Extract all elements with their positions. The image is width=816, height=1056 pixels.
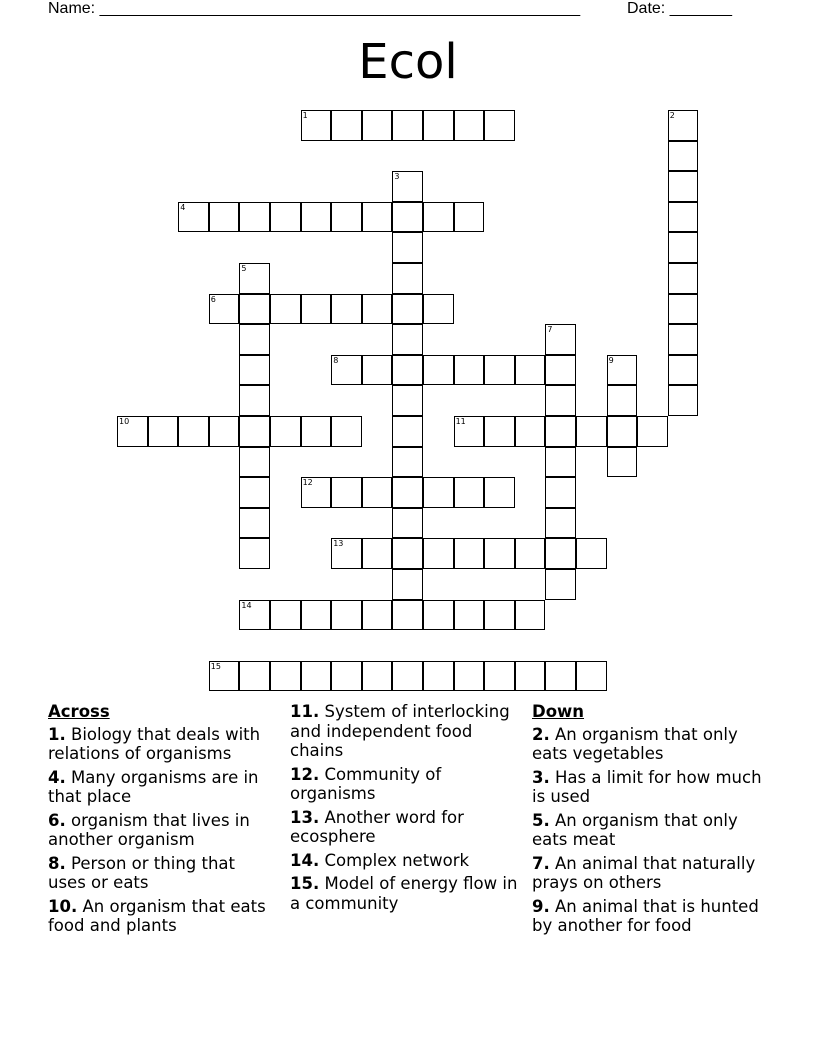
crossword-cell[interactable] bbox=[668, 324, 699, 355]
crossword-cell[interactable] bbox=[515, 355, 546, 386]
clue-number: 7 bbox=[547, 325, 553, 335]
clue-number: 12 bbox=[302, 478, 313, 488]
clues-column-1 bbox=[48, 702, 273, 940]
crossword-cell[interactable] bbox=[362, 202, 393, 233]
crossword-cell[interactable] bbox=[239, 385, 270, 416]
clue-number: 5 bbox=[241, 264, 247, 273]
crossword-cell[interactable] bbox=[454, 661, 485, 692]
clue-number-label: 14. bbox=[290, 850, 320, 870]
clue-text: An animal that naturally prays on others bbox=[532, 853, 756, 892]
crossword-cell[interactable] bbox=[392, 232, 423, 263]
clue-number: 11 bbox=[455, 417, 466, 426]
crossword-cell[interactable] bbox=[362, 538, 393, 569]
clue-number: 10 bbox=[119, 417, 130, 426]
crossword-cell[interactable] bbox=[392, 447, 423, 478]
clue-number-label: 12. bbox=[290, 764, 320, 784]
crossword-cell[interactable] bbox=[209, 416, 240, 447]
clue-number-label: 10. bbox=[48, 896, 78, 916]
crossword-cell[interactable] bbox=[239, 294, 270, 325]
crossword-cell[interactable] bbox=[576, 661, 607, 692]
crossword-cell[interactable] bbox=[423, 294, 454, 325]
crossword-cell[interactable] bbox=[484, 538, 515, 569]
clue-item bbox=[290, 702, 525, 761]
clue-number-label: 13. bbox=[290, 807, 320, 827]
crossword-cell-14[interactable] bbox=[239, 600, 270, 631]
crossword-cell[interactable] bbox=[423, 355, 454, 386]
clue-item bbox=[48, 897, 273, 936]
crossword-cell-1[interactable] bbox=[301, 110, 332, 141]
crossword-cell[interactable] bbox=[362, 477, 393, 508]
clue-number: 1 bbox=[302, 111, 308, 120]
crossword-cell[interactable] bbox=[301, 416, 332, 447]
clue-item bbox=[290, 874, 525, 913]
clue-number-label: 11. bbox=[290, 702, 320, 721]
crossword-cell-4[interactable] bbox=[178, 202, 209, 233]
crossword-cell[interactable] bbox=[331, 416, 362, 447]
crossword-cell-11[interactable] bbox=[454, 416, 485, 447]
crossword-cell[interactable] bbox=[484, 416, 515, 447]
clue-number: 8 bbox=[333, 355, 339, 365]
crossword-cell[interactable] bbox=[545, 355, 576, 386]
date-field-label: Date: _______ bbox=[627, 0, 732, 17]
clue-item bbox=[532, 897, 772, 936]
crossword-cell[interactable] bbox=[484, 477, 515, 508]
crossword-cell[interactable] bbox=[423, 110, 454, 141]
crossword-cell[interactable] bbox=[545, 385, 576, 416]
crossword-cell[interactable] bbox=[454, 600, 485, 631]
crossword-cell[interactable] bbox=[484, 600, 515, 631]
clue-text: Another word for ecosphere bbox=[290, 807, 464, 846]
clue-number-label: 3. bbox=[532, 767, 550, 787]
down-heading: Down bbox=[532, 702, 585, 721]
crossword-cell[interactable] bbox=[362, 294, 393, 325]
clue-text: An animal that is hunted by another for food bbox=[532, 896, 759, 935]
clue-number-label: 6. bbox=[48, 810, 66, 830]
clue-text: Model of energy flow in a community bbox=[290, 874, 518, 913]
clue-item bbox=[48, 854, 273, 893]
crossword-cell[interactable] bbox=[239, 447, 270, 478]
crossword-cell[interactable] bbox=[515, 416, 546, 447]
crossword-cell[interactable] bbox=[423, 661, 454, 692]
crossword-cell[interactable] bbox=[362, 355, 393, 386]
clue-text: organism that lives in another organism bbox=[48, 810, 250, 849]
crossword-cell[interactable] bbox=[270, 294, 301, 325]
crossword-cell-7[interactable] bbox=[545, 324, 576, 355]
crossword-cell[interactable] bbox=[392, 385, 423, 416]
clue-number: 3 bbox=[394, 172, 400, 182]
crossword-cell-6[interactable] bbox=[209, 294, 240, 325]
crossword-cell[interactable] bbox=[668, 141, 699, 172]
clue-item bbox=[290, 765, 525, 804]
crossword-cell[interactable] bbox=[362, 661, 393, 692]
clue-item bbox=[290, 808, 525, 847]
clue-text: Complex network bbox=[319, 850, 470, 870]
crossword-cell[interactable] bbox=[270, 661, 301, 692]
clue-text: Community of organisms bbox=[290, 764, 442, 803]
clue-number-label: 2. bbox=[532, 724, 550, 744]
clue-text: System of interlocking and independent food chains bbox=[290, 702, 510, 760]
crossword-cell[interactable] bbox=[392, 661, 423, 692]
clue-text: Biology that deals with relations of organisms bbox=[48, 724, 261, 763]
clues-column-3 bbox=[532, 702, 772, 940]
crossword-cell[interactable] bbox=[362, 110, 393, 141]
clue-number-label: 7. bbox=[532, 853, 550, 873]
crossword-cell[interactable] bbox=[545, 447, 576, 478]
crossword-cell[interactable] bbox=[454, 477, 485, 508]
crossword-cell[interactable] bbox=[301, 661, 332, 692]
crossword-cell[interactable] bbox=[331, 294, 362, 325]
clue-number-label: 1. bbox=[48, 724, 66, 744]
crossword-cell[interactable] bbox=[454, 110, 485, 141]
crossword-cell[interactable] bbox=[392, 294, 423, 325]
clue-text: An organism that only eats vegetables bbox=[532, 724, 738, 763]
crossword-cell[interactable] bbox=[239, 324, 270, 355]
clue-number: 2 bbox=[669, 111, 675, 120]
crossword-cell[interactable] bbox=[331, 477, 362, 508]
crossword-cell[interactable] bbox=[668, 294, 699, 325]
crossword-cell[interactable] bbox=[239, 416, 270, 447]
crossword-cell[interactable] bbox=[270, 600, 301, 631]
crossword-cell[interactable] bbox=[545, 477, 576, 508]
clue-number: 13 bbox=[333, 539, 344, 549]
crossword-cell[interactable] bbox=[239, 508, 270, 539]
crossword-cell[interactable] bbox=[331, 202, 362, 233]
clue-number: 9 bbox=[608, 355, 614, 365]
crossword-cell[interactable] bbox=[301, 294, 332, 325]
clue-text: An organism that only eats meat bbox=[532, 810, 738, 849]
crossword-cell[interactable] bbox=[545, 538, 576, 569]
crossword-cell[interactable] bbox=[148, 416, 179, 447]
clue-number: 4 bbox=[180, 202, 186, 212]
clue-item bbox=[532, 854, 772, 893]
crossword-cell-13[interactable] bbox=[331, 538, 362, 569]
crossword-cell[interactable] bbox=[270, 416, 301, 447]
clue-item bbox=[532, 768, 772, 807]
crossword-cell[interactable] bbox=[545, 569, 576, 600]
crossword-cell[interactable] bbox=[392, 538, 423, 569]
crossword-cell[interactable] bbox=[515, 661, 546, 692]
crossword-cell[interactable] bbox=[392, 416, 423, 447]
crossword-cell[interactable] bbox=[331, 110, 362, 141]
clue-item bbox=[48, 811, 273, 850]
crossword-cell[interactable] bbox=[362, 600, 393, 631]
crossword-cell[interactable] bbox=[392, 600, 423, 631]
crossword-cell[interactable] bbox=[423, 202, 454, 233]
clue-number: 14 bbox=[241, 600, 252, 610]
crossword-cell[interactable] bbox=[545, 508, 576, 539]
crossword-cell-12[interactable] bbox=[301, 477, 332, 508]
crossword-cell[interactable] bbox=[454, 538, 485, 569]
clue-number-label: 15. bbox=[290, 874, 320, 893]
crossword-cell[interactable] bbox=[392, 508, 423, 539]
crossword-cell[interactable] bbox=[668, 171, 699, 202]
crossword-cell[interactable] bbox=[392, 324, 423, 355]
clue-number: 6 bbox=[210, 294, 216, 304]
crossword-cell[interactable] bbox=[239, 202, 270, 233]
crossword-cell[interactable] bbox=[668, 385, 699, 416]
crossword-cell[interactable] bbox=[668, 263, 699, 294]
crossword-cell[interactable] bbox=[668, 232, 699, 263]
crossword-cell[interactable] bbox=[178, 416, 209, 447]
clue-item bbox=[532, 725, 772, 764]
crossword-cell[interactable] bbox=[607, 447, 638, 478]
crossword-cell[interactable] bbox=[423, 600, 454, 631]
clue-text: An organism that eats food and plants bbox=[48, 896, 266, 935]
clue-number: 15 bbox=[210, 661, 221, 671]
crossword-cell[interactable] bbox=[331, 600, 362, 631]
crossword-cell[interactable] bbox=[454, 202, 485, 233]
crossword-cell[interactable] bbox=[515, 600, 546, 631]
clue-item bbox=[48, 768, 273, 807]
crossword-cell[interactable] bbox=[637, 416, 668, 447]
crossword-cell[interactable] bbox=[392, 355, 423, 386]
crossword-cell[interactable] bbox=[209, 202, 240, 233]
crossword-cell[interactable] bbox=[239, 477, 270, 508]
crossword-cell[interactable] bbox=[392, 477, 423, 508]
clue-number-label: 5. bbox=[532, 810, 550, 830]
crossword-cell[interactable] bbox=[239, 661, 270, 692]
page-title: Ecol bbox=[358, 34, 458, 90]
clues-column-2 bbox=[290, 702, 525, 917]
crossword-cell[interactable] bbox=[668, 355, 699, 386]
crossword-cell[interactable] bbox=[668, 202, 699, 233]
crossword-cell[interactable] bbox=[515, 538, 546, 569]
crossword-cell[interactable] bbox=[392, 202, 423, 233]
across-heading: Across bbox=[48, 702, 110, 721]
clue-item bbox=[290, 851, 525, 871]
crossword-cell[interactable] bbox=[545, 661, 576, 692]
clue-number-label: 9. bbox=[532, 896, 550, 916]
crossword-cell[interactable] bbox=[423, 477, 454, 508]
crossword-cell-2[interactable] bbox=[668, 110, 699, 141]
crossword-cell[interactable] bbox=[607, 385, 638, 416]
crossword-cell[interactable] bbox=[454, 355, 485, 386]
crossword-cell-8[interactable] bbox=[331, 355, 362, 386]
clue-number-label: 8. bbox=[48, 853, 66, 873]
crossword-cell[interactable] bbox=[270, 202, 301, 233]
crossword-cell-15[interactable] bbox=[209, 661, 240, 692]
crossword-cell[interactable] bbox=[484, 110, 515, 141]
crossword-cell[interactable] bbox=[484, 355, 515, 386]
crossword-cell[interactable] bbox=[301, 600, 332, 631]
clue-number-label: 4. bbox=[48, 767, 66, 787]
crossword-cell[interactable] bbox=[331, 661, 362, 692]
name-field-label: Name: ______________________________________________________ bbox=[48, 0, 581, 17]
crossword-cell[interactable] bbox=[545, 416, 576, 447]
crossword-cell[interactable] bbox=[423, 538, 454, 569]
clue-text: Has a limit for how much is used bbox=[532, 767, 762, 806]
crossword-cell[interactable] bbox=[576, 416, 607, 447]
crossword-cell-5[interactable] bbox=[239, 263, 270, 294]
crossword-cell[interactable] bbox=[484, 661, 515, 692]
crossword-cell[interactable] bbox=[392, 110, 423, 141]
crossword-cell-3[interactable] bbox=[392, 171, 423, 202]
crossword-cell[interactable] bbox=[239, 538, 270, 569]
crossword-cell[interactable] bbox=[239, 355, 270, 386]
clue-item bbox=[532, 811, 772, 850]
crossword-cell[interactable] bbox=[392, 569, 423, 600]
crossword-cell-9[interactable] bbox=[607, 355, 638, 386]
clue-text: Person or thing that uses or eats bbox=[48, 853, 236, 892]
crossword-cell[interactable] bbox=[607, 416, 638, 447]
crossword-cell[interactable] bbox=[301, 202, 332, 233]
crossword-cell[interactable] bbox=[576, 538, 607, 569]
crossword-cell[interactable] bbox=[392, 263, 423, 294]
crossword-cell-10[interactable] bbox=[117, 416, 148, 447]
clue-item bbox=[48, 725, 273, 764]
clue-text: Many organisms are in that place bbox=[48, 767, 259, 806]
